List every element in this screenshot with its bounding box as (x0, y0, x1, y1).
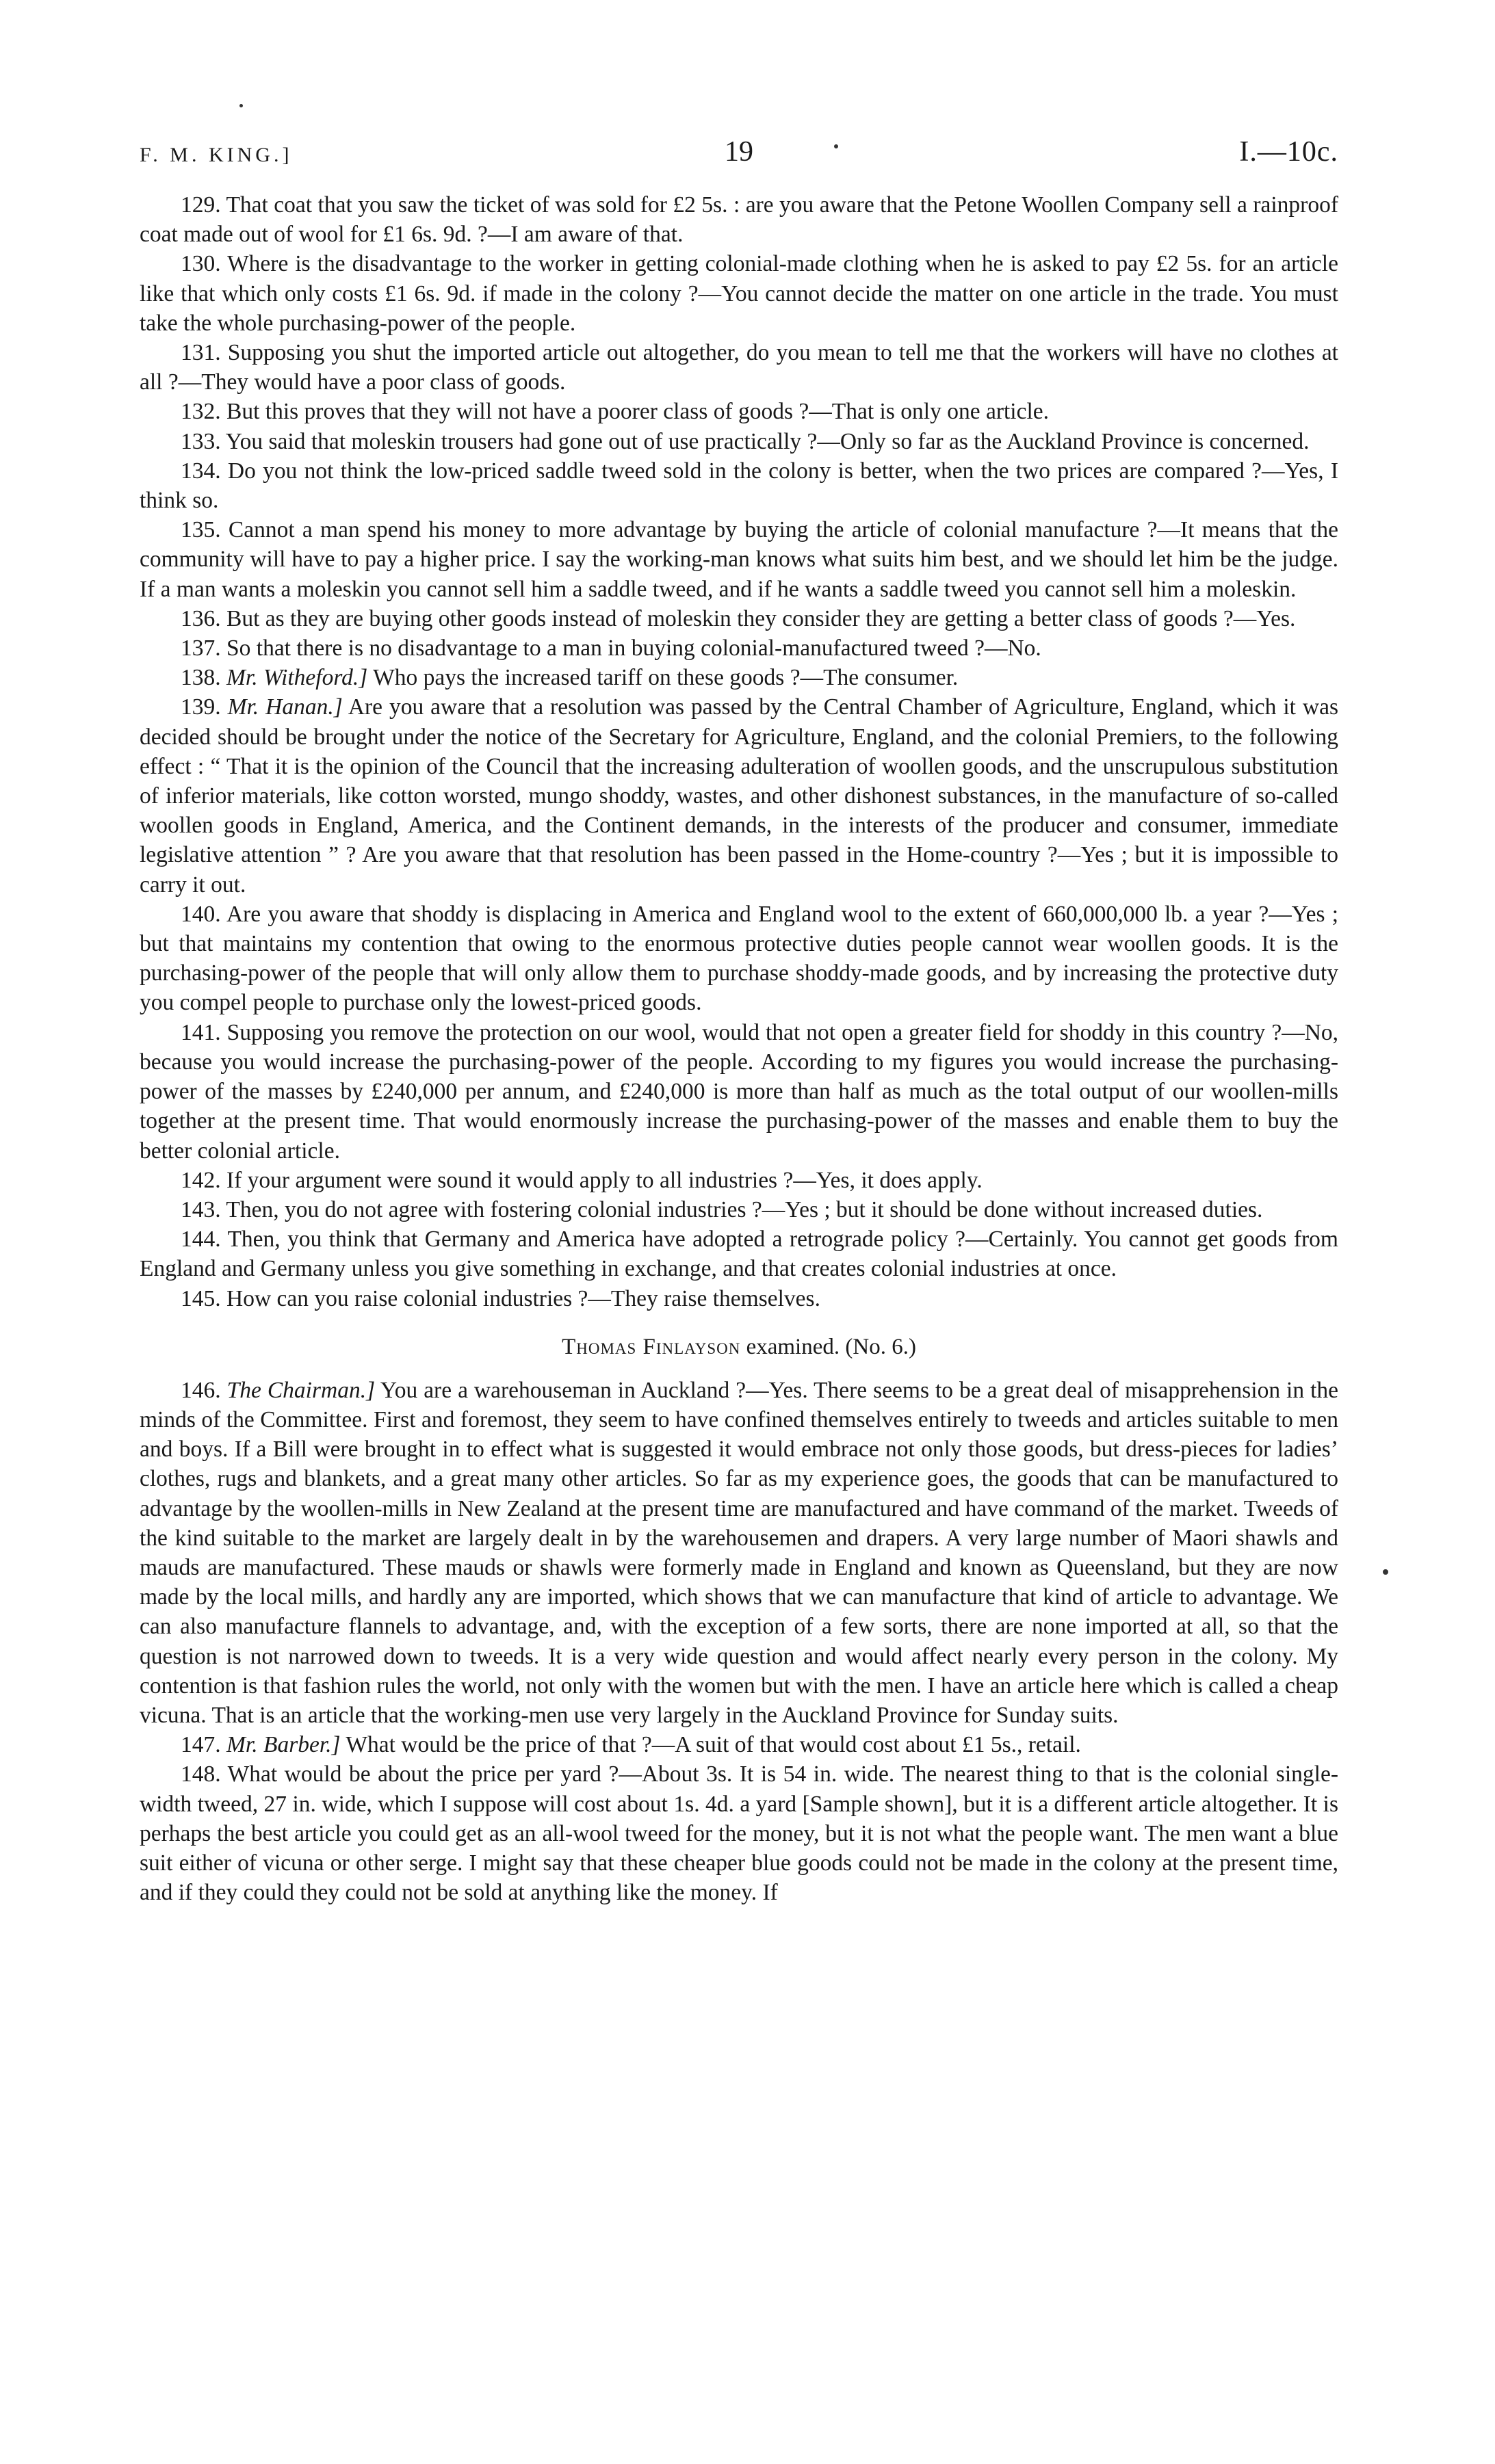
question-paragraph (140, 604, 1338, 633)
question-number: 137. (181, 635, 221, 661)
question-text: If your argument were sound it would apply to all industries ?—Yes, it does apply. (226, 1167, 983, 1193)
document-page (140, 130, 1338, 1907)
question-number: 138. (181, 665, 221, 691)
question-paragraph (140, 338, 1338, 397)
question-text: Then, you do not agree with fostering colonial industries ?—Yes ; but it should be done without increased duties. (226, 1196, 1263, 1222)
question-number: 136. (181, 605, 221, 631)
question-text: Are you aware that a resolution was passed by the Central Chamber of Agriculture, England, which it was decided should be brought under the notice of the Secretary for Agriculture, England, and the colonial Premiers, to the following effect : “ That it is the opinion of the Council that the increasing adulteration of woollen goods, and the unscrupulous substitution of inferior materials, like cotton worsted, mungo shoddy, wastes, and other dishonest substances, in the manufacture of so-called woollen goods in England, America, and the Continent demands, in the interests of the producer and consumer, immediate legislative attention ” ? Are you aware that that resolution has been passed in the Home-country ?—Yes ; but it is impossible to carry it out. (140, 694, 1339, 897)
stray-ink-mark (1383, 1569, 1388, 1575)
question-number: 139. (181, 694, 221, 720)
question-text: You are a warehouseman in Auckland ?—Yes. There seems to be a great deal of misapprehension in the minds of the Committee. First and foremost, they seem to have confined themselves entirely to tweeds and articles suitable to men and boys. If a Bill were brought in to effect what is suggested it would embrace not only those goods, but dress-pieces for ladies’ clothes, rugs and blankets, and a great many other articles. So far as my experience goes, the goods that can be manufactured to advantage by the woollen-mills in New Zealand at the present time are manufactured and have command of the market. Tweeds of the kind suitable to the market are largely dealt in by the warehousemen and drapers. A very large number of Maori shawls and mauds are manufactured. These mauds or shawls were formerly made in England and known as Queensland, but they are now made by the local mills, and hardly any are imported, which shows that we can manufacture that kind of article to advantage. We can also manufacture flannels to advantage, and, with the exception of a few sorts, there are none imported at all, so that the question is not narrowed down to tweeds. It is a very wide question and would affect nearly every person in the colony. My contention is that fashion rules the world, not only with the women but with the men. I have an article here which is called a cheap vicuna. That is an article that the working-men use very largely in the Auckland Province for Sunday suits. (140, 1377, 1339, 1728)
question-paragraph (140, 900, 1338, 1018)
question-paragraph (140, 249, 1338, 338)
page-number: 19 (725, 136, 753, 168)
question-paragraph (140, 456, 1338, 515)
question-number: 134. (181, 458, 221, 484)
question-text: But as they are buying other goods instead of moleskin they consider they are getting a better class of goods ?—Yes. (226, 605, 1296, 631)
question-text: Are you aware that shoddy is displacing in America and England wool to the extent of 660,000,000 lb. a year ?—Yes ; but that maintains my contention that owing to the enormous protective duties people cannot wear woollen goods. It is the purchasing-power of the people that will only allow them to purchase shoddy-made goods, and by increasing the protective duty you compel people to purchase only the lowest-priced goods. (140, 901, 1338, 1016)
question-number: 144. (181, 1227, 221, 1253)
witness-heading (140, 1333, 1338, 1362)
question-text: Then, you think that Germany and America have adopted a retrograde policy ?—Certainly. You cannot get goods from England and Germany unless you give something in exchange, and that creates colonial industries at once. (140, 1227, 1338, 1282)
question-paragraph (140, 1376, 1338, 1730)
question-number: 133. (181, 428, 221, 454)
question-number: 148. (181, 1761, 221, 1787)
speaker-name: Mr. Hanan.] (227, 694, 343, 720)
question-number: 146. (181, 1377, 221, 1403)
question-paragraph (140, 633, 1338, 663)
witness-name: F. M. KING.] (140, 144, 293, 166)
witness-heading-name: Thomas Finlayson (562, 1334, 741, 1359)
question-paragraph (140, 1284, 1338, 1313)
witness-heading-rest: examined. (No. 6.) (746, 1334, 916, 1359)
question-paragraph (140, 190, 1338, 249)
stray-ink-mark (239, 104, 243, 107)
question-text: Supposing you shut the imported article out altogether, do you mean to tell me that the workers will have no clothes at all ?—They would have a poor class of goods. (140, 340, 1338, 395)
speaker-name: The Chairman.] (226, 1377, 376, 1403)
question-text: How can you raise colonial industries ?—They raise themselves. (226, 1285, 820, 1311)
question-number: 140. (181, 901, 221, 927)
question-text: But this proves that they will not have a poorer class of goods ?—That is only one article. (226, 399, 1050, 425)
question-number: 147. (181, 1732, 221, 1758)
question-paragraph (140, 1730, 1338, 1759)
question-number: 142. (181, 1167, 221, 1193)
question-number: 129. (181, 192, 221, 218)
question-text: That coat that you saw the ticket of was sold for £2 5s. : are you aware that the Petone Woollen Company sell a rainproof coat made out of wool for £1 6s. 9d. ?—I am aware of that. (140, 192, 1338, 248)
running-head (140, 130, 1338, 178)
question-paragraph (140, 1224, 1338, 1283)
speaker-name: Mr. Barber.] (226, 1732, 341, 1758)
question-text: Where is the disadvantage to the worker in getting colonial-made clothing when he is asked to pay £2 5s. for an article like that which only costs £1 6s. 9d. if made in the colony ?—You cannot decide the matter on one article in the trade. You must take the whole purchasing-power of the people. (140, 251, 1338, 336)
question-number: 141. (181, 1019, 221, 1045)
question-paragraph (140, 1195, 1338, 1224)
speaker-name: Mr. Witheford.] (226, 665, 368, 691)
question-number: 143. (181, 1196, 221, 1222)
question-number: 131. (181, 340, 221, 366)
question-paragraph (140, 515, 1338, 604)
question-number: 130. (181, 251, 221, 277)
question-paragraph (140, 663, 1338, 692)
paper-reference: I.—10c. (1239, 136, 1338, 168)
question-text: Cannot a man spend his money to more advantage by buying the article of colonial manufacture ?—It means that the community will have to pay a higher price. I say the working-man knows what suits him best, and we should let him be the judge. If a man wants a moleskin you cannot sell him a saddle tweed, and if he wants a saddle tweed you cannot sell him a moleskin. (140, 517, 1338, 602)
question-paragraph (140, 1166, 1338, 1195)
question-text: Do you not think the low-priced saddle tweed sold in the colony is better, when the two prices are compared ?—Yes, I think so. (140, 458, 1339, 514)
question-number: 132. (181, 399, 221, 425)
question-text: Who pays the increased tariff on these goods ?—The consumer. (373, 665, 959, 691)
question-text: What would be the price of that ?—A suit of that would cost about £1 5s., retail. (346, 1732, 1081, 1758)
question-text: You said that moleskin trousers had gone out of use practically ?—Only so far as the Auckland Province is concerned. (225, 428, 1310, 454)
question-paragraph (140, 397, 1338, 426)
question-text: What would be about the price per yard ?—About 3s. It is 54 in. wide. The nearest thing to that is the colonial single-width tweed, 27 in. wide, which I suppose will cost about 1s. 4d. a yard [Sample shown], but it is a different article altogether. It is perhaps the best article you could get as an all-wool tweed for the money, but it is not what the people want. The men want a blue suit either of vicuna or other serge. I might say that these cheaper blue goods could not be made in the colony at the present time, and if they could they could not be sold at anything like the money. If (140, 1761, 1338, 1906)
question-paragraph (140, 1759, 1338, 1907)
question-number: 135. (181, 517, 221, 543)
question-number: 145. (181, 1285, 221, 1311)
question-text: So that there is no disadvantage to a man in buying colonial-manufactured tweed ?—No. (226, 635, 1041, 661)
evidence-body (140, 190, 1338, 1907)
question-paragraph (140, 1018, 1338, 1166)
question-paragraph (140, 427, 1338, 456)
question-text: Supposing you remove the protection on our wool, would that not open a greater field for shoddy in this country ?—No, because you would increase the purchasing-power of the people. According to my figures you would increase the purchasing-power of the masses by £240,000 per annum, and £240,000 is more than half as much as the total output of our woollen-mills together at the present time. That would enormously increase the purchasing-power of the masses and enable them to buy the better colonial article. (140, 1019, 1339, 1164)
question-paragraph (140, 692, 1338, 899)
